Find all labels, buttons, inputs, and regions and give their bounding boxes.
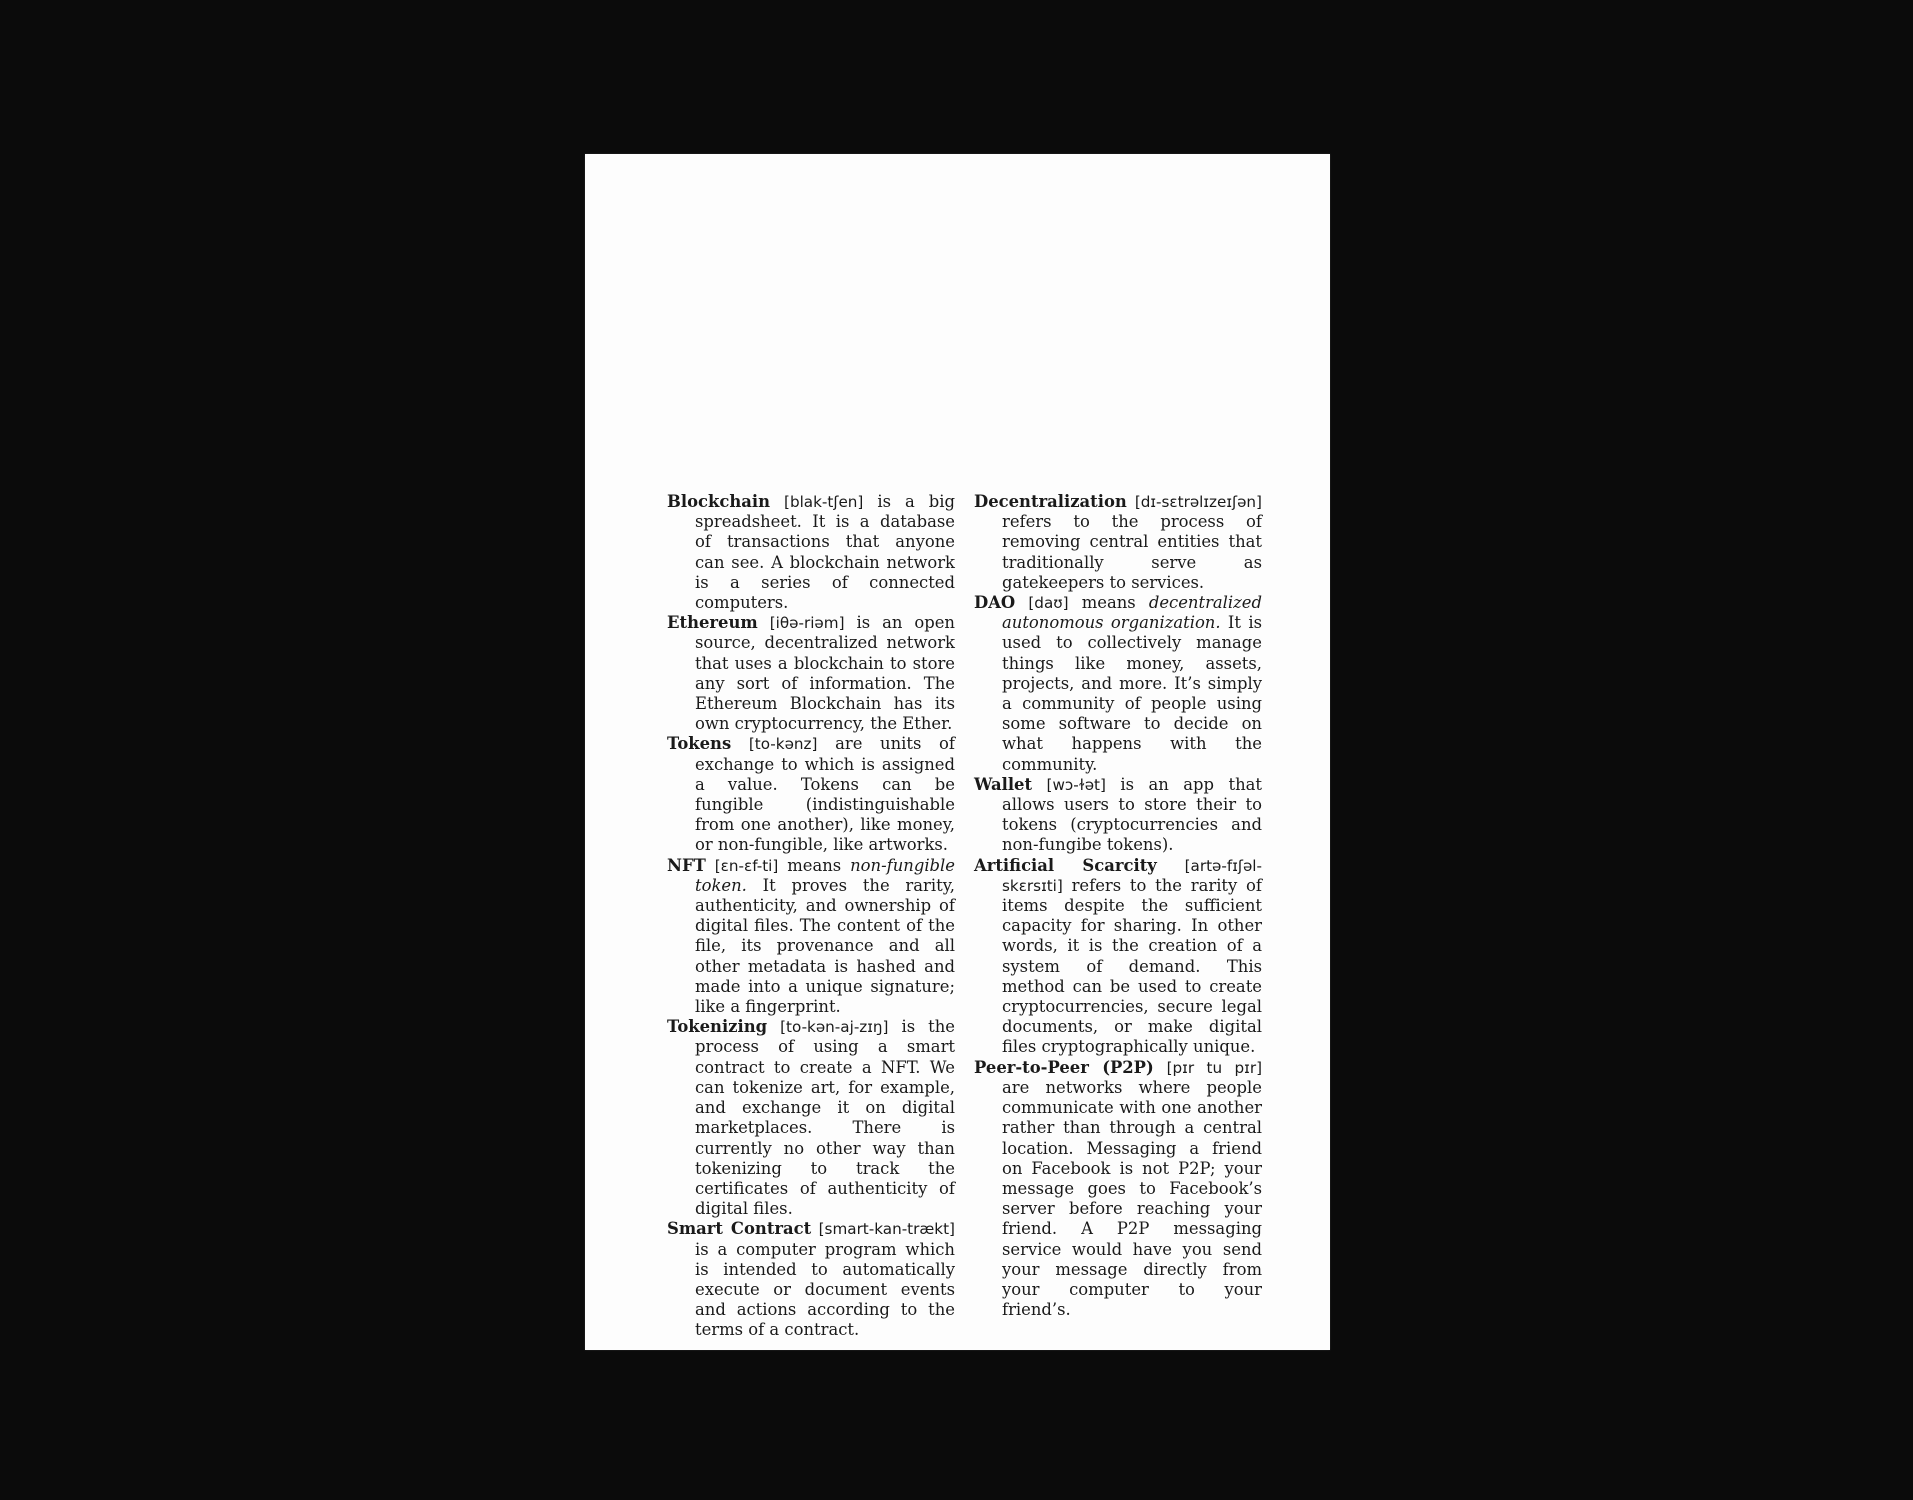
- glossary-entry-dao: [974, 593, 1262, 775]
- term: DAO: [974, 593, 1016, 613]
- glossary-entry-peer-to-peer: [974, 1058, 1262, 1321]
- term: Blockchain: [667, 492, 771, 511]
- pronunciation: [pɪr tu pɪr]: [1166, 1058, 1262, 1077]
- definition-italic: decentralized autonomous organization.: [1002, 593, 1262, 633]
- term: Decentralization: [974, 492, 1127, 511]
- pronunciation: [blak-tʃen]: [784, 493, 864, 511]
- pronunciation: [to-kən-aj-zɪŋ]: [780, 1018, 889, 1037]
- definition: It proves the rarity, authenticity, and ownership of digital files. The content of the file, its provenance and all other metadata is hashed and made into a unique signature; like a fingerprint.: [695, 875, 955, 1017]
- pronunciation: [ɛn-ɛf-ti]: [714, 856, 779, 875]
- glossary-entry-smart-contract: [667, 1219, 955, 1340]
- definition-lead: means: [778, 855, 851, 875]
- term: Peer-to-Peer (P2P): [974, 1057, 1154, 1077]
- glossary-entry-artificial-scarcity: [974, 856, 1262, 1058]
- glossary-entry-nft: [667, 856, 955, 1018]
- definition: is a big spreadsheet. It is a database of transactions that anyone can see. A blockchain network is a series of connected computers.: [695, 492, 955, 613]
- glossary-entry-ethereum: [667, 613, 955, 734]
- definition: is the process of using a smart contract to create a NFT. We can tokenize art, for example, and exchange it on digital marketplaces. There is currently no other way than tokenizing to track the certificates of authenticity of digital files.: [695, 1017, 955, 1219]
- definition: are networks where people communicate with one another rather than through a central location. Messaging a friend on Facebook is not P2P; your message goes to Facebook’s server before reaching your friend. A P2P messaging service would have you send your message directly from your computer to your friend’s.: [1002, 1077, 1262, 1320]
- pronunciation: [daʊ]: [1028, 594, 1069, 613]
- pronunciation: [dɪ-sɛtrəlɪzeɪʃən]: [1134, 493, 1262, 511]
- glossary-entry-tokens: [667, 734, 955, 855]
- definition: is an open source, decentralized network that uses a blockchain to store any sort of information. The Ethereum Blockchain has its own cryptocurrency, the Ether.: [695, 613, 955, 734]
- glossary-entry-wallet: [974, 775, 1262, 856]
- term: Tokens: [667, 734, 732, 754]
- definition-italic: non-fungible token.: [695, 855, 955, 895]
- pronunciation: [wɔ-ɫət]: [1046, 775, 1106, 794]
- definition: refers to the rarity of items despite the sufficient capacity for sharing. In other words, it is the creation of a system of demand. This method can be used to create cryptocurrencies, secure legal documents, or make digital files cryptographically unique.: [1002, 875, 1262, 1057]
- pronunciation: [iθə-riəm]: [769, 614, 845, 633]
- glossary-column-right: [974, 492, 1262, 1320]
- glossary-entry-blockchain: [667, 492, 955, 613]
- definition: is a computer program which is intended to automatically execute or document events and actions according to the terms of a contract.: [695, 1239, 955, 1340]
- definition: are units of exchange to which is assigned a value. Tokens can be fungible (indistinguishable from one another), like money, or non-fungible, like artworks.: [695, 734, 955, 855]
- pronunciation: [smart-kan-trækt]: [818, 1220, 955, 1239]
- term: Wallet: [974, 774, 1033, 794]
- pronunciation: [artə-fɪʃəl-skɛrsɪti]: [1002, 856, 1262, 895]
- definition: It is used to collectively manage things like money, assets, projects, and more. It’s simply a community of people using some software to decide on what happens with the community.: [1002, 613, 1262, 774]
- definition: is an app that allows users to store their to tokens (cryptocurrencies and non-fungibe tokens).: [1002, 774, 1262, 855]
- glossary-entry-decentralization: [974, 492, 1262, 593]
- glossary-column-left: [667, 492, 955, 1341]
- booklet-page: [585, 154, 1330, 1350]
- pronunciation: [to-kənz]: [748, 735, 818, 754]
- term: Ethereum: [667, 613, 758, 633]
- glossary-entry-tokenizing: [667, 1017, 955, 1219]
- definition-lead: means: [1068, 593, 1149, 613]
- term: Smart Contract: [667, 1219, 812, 1239]
- term: Artificial Scarcity: [974, 855, 1157, 875]
- term: NFT: [667, 855, 706, 875]
- definition: refers to the process of removing central entities that traditionally serve as gatekeepers to services.: [1002, 512, 1262, 592]
- term: Tokenizing: [667, 1017, 768, 1037]
